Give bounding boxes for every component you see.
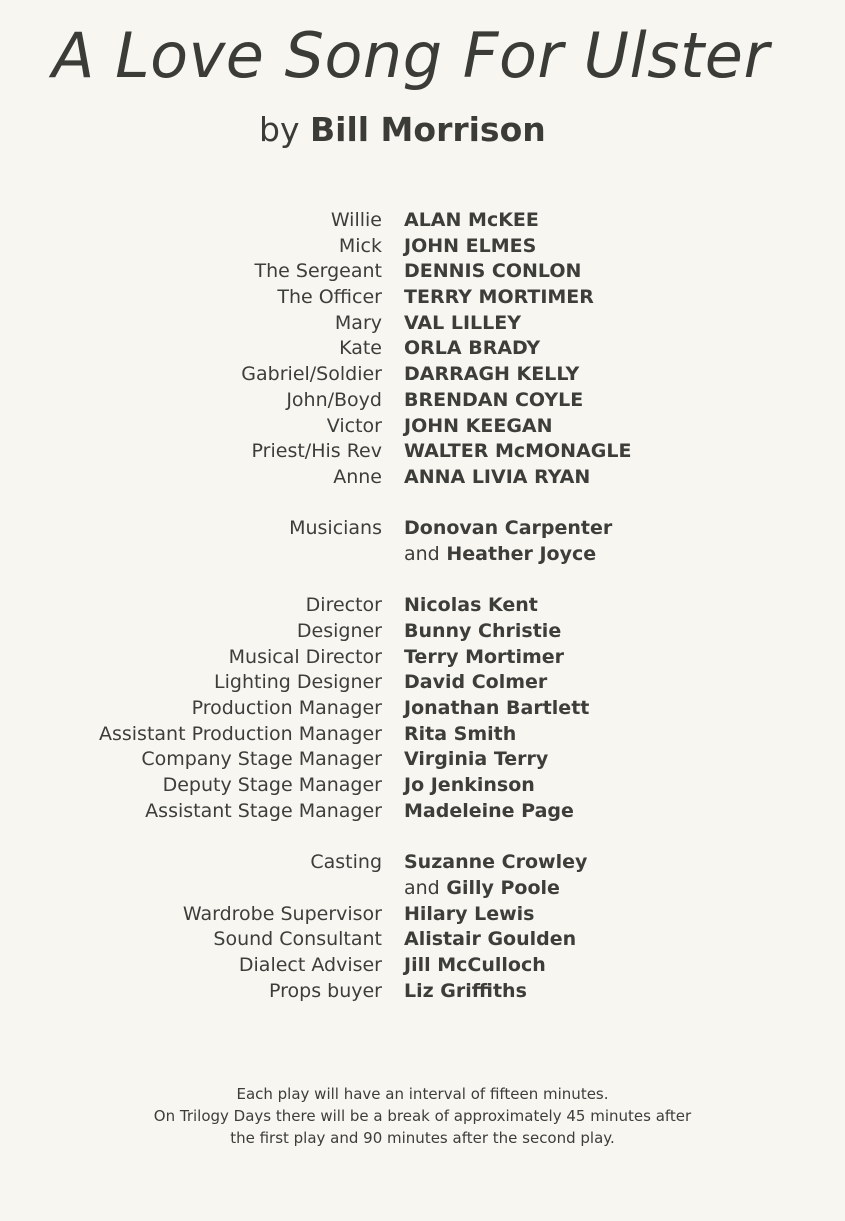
cast-row: [0, 259, 845, 285]
crew-role: Musical Director: [228, 645, 382, 668]
cast-row: [0, 311, 845, 337]
casting-name: Suzanne Crowley: [404, 851, 588, 874]
cast-role: Anne: [333, 465, 382, 488]
support-role: Sound Consultant: [213, 928, 382, 951]
crew-row: [0, 619, 845, 645]
cast-role: Gabriel/Soldier: [241, 363, 382, 386]
cast-actor: VAL LILLEY: [404, 311, 521, 334]
byline: [259, 110, 546, 150]
support-row: [0, 979, 845, 1005]
cast-actor: ALAN McKEE: [404, 209, 539, 231]
casting-name-continued: [404, 876, 560, 902]
crew-row: [0, 670, 845, 696]
cast-role: Victor: [326, 414, 382, 437]
cast-role: John/Boyd: [286, 388, 382, 411]
cast-role: Mary: [334, 311, 382, 334]
crew-row: [0, 747, 845, 773]
cast-row: [0, 465, 845, 491]
crew-role: Director: [305, 594, 382, 617]
credits-list: [0, 208, 845, 1004]
cast-row: [0, 208, 845, 234]
support-role: Dialect Adviser: [238, 953, 382, 976]
cast-actor: JOHN KEEGAN: [404, 414, 553, 437]
support-role: Props buyer: [269, 979, 382, 1002]
casting-row-continued: [0, 876, 845, 902]
cast-actor: JOHN ELMES: [404, 234, 537, 257]
support-name: Jill McCulloch: [404, 953, 546, 976]
crew-role: Deputy Stage Manager: [162, 774, 382, 797]
support-row: [0, 902, 845, 928]
crew-role: Lighting Designer: [214, 671, 382, 694]
interval-note: [0, 1083, 845, 1149]
section-spacer: [0, 825, 845, 851]
crew-name: Terry Mortimer: [404, 645, 565, 668]
author-name: Bill Morrison: [309, 110, 546, 149]
crew-row: [0, 696, 845, 722]
play-title: A Love Song For Ulster: [52, 19, 770, 92]
musician-name: Donovan Carpenter: [404, 517, 613, 540]
musicians-row: [0, 516, 845, 542]
casting-row: [0, 850, 845, 876]
support-name: Alistair Goulden: [404, 928, 577, 951]
cast-role: Priest/His Rev: [251, 440, 382, 463]
cast-role: Mick: [338, 234, 382, 257]
cast-actor: WALTER McMONAGLE: [404, 440, 632, 463]
support-name: Liz Griffiths: [404, 979, 527, 1002]
crew-name: Jo Jenkinson: [404, 774, 535, 797]
cast-role: The Officer: [277, 286, 382, 309]
cast-actor: DARRAGH KELLY: [404, 363, 580, 386]
crew-role: Assistant Production Manager: [98, 722, 382, 745]
cast-role: The Sergeant: [254, 260, 382, 283]
cast-row: [0, 234, 845, 260]
crew-row: [0, 799, 845, 825]
crew-role: Company Stage Manager: [141, 748, 382, 771]
musicians-role: Musicians: [289, 517, 382, 540]
cast-row: [0, 414, 845, 440]
section-spacer: [0, 568, 845, 594]
crew-name: Rita Smith: [404, 722, 517, 745]
musicians-row-continued: [0, 542, 845, 568]
cast-row: [0, 362, 845, 388]
support-row: [0, 927, 845, 953]
and-conjunction: and: [404, 876, 440, 899]
cast-actor: ANNA LIVIA RYAN: [404, 465, 591, 488]
note-line: On Trilogy Days there will be a break of approximately 45 minutes after: [153, 1107, 692, 1125]
crew-name: Nicolas Kent: [404, 594, 538, 617]
support-role: Wardrobe Supervisor: [182, 902, 382, 925]
note-line: the first play and 90 minutes after the second play.: [230, 1129, 615, 1147]
crew-name: David Colmer: [404, 671, 548, 694]
and-conjunction: and: [404, 542, 440, 565]
crew-name: Jonathan Bartlett: [404, 697, 590, 720]
casting-name: Gilly Poole: [446, 876, 560, 899]
cast-actor: BRENDAN COYLE: [404, 388, 584, 411]
crew-row: [0, 645, 845, 671]
crew-row: [0, 593, 845, 619]
cast-actor: TERRY MORTIMER: [404, 286, 594, 309]
cast-row: [0, 388, 845, 414]
cast-row: [0, 439, 845, 465]
crew-name: Bunny Christie: [404, 620, 562, 642]
crew-row: [0, 722, 845, 748]
crew-name: Virginia Terry: [404, 748, 549, 771]
section-spacer: [0, 491, 845, 517]
cast-row: [0, 336, 845, 362]
note-line: Each play will have an interval of fifteen minutes.: [236, 1085, 609, 1103]
cast-role: Kate: [339, 337, 382, 360]
cast-actor: ORLA BRADY: [404, 337, 541, 360]
cast-row: [0, 285, 845, 311]
crew-row: [0, 773, 845, 799]
cast-role: Willie: [330, 209, 382, 231]
crew-role: Production Manager: [191, 697, 382, 720]
byline-prefix: by: [259, 110, 300, 149]
cast-actor: DENNIS CONLON: [404, 260, 582, 283]
support-row: [0, 953, 845, 979]
support-name: Hilary Lewis: [404, 902, 535, 925]
musician-name-continued: [404, 542, 596, 568]
crew-role: Assistant Stage Manager: [145, 799, 382, 822]
musician-name: Heather Joyce: [446, 542, 597, 565]
casting-role: Casting: [310, 851, 382, 874]
crew-role: Designer: [296, 620, 382, 642]
crew-name: Madeleine Page: [404, 799, 574, 822]
